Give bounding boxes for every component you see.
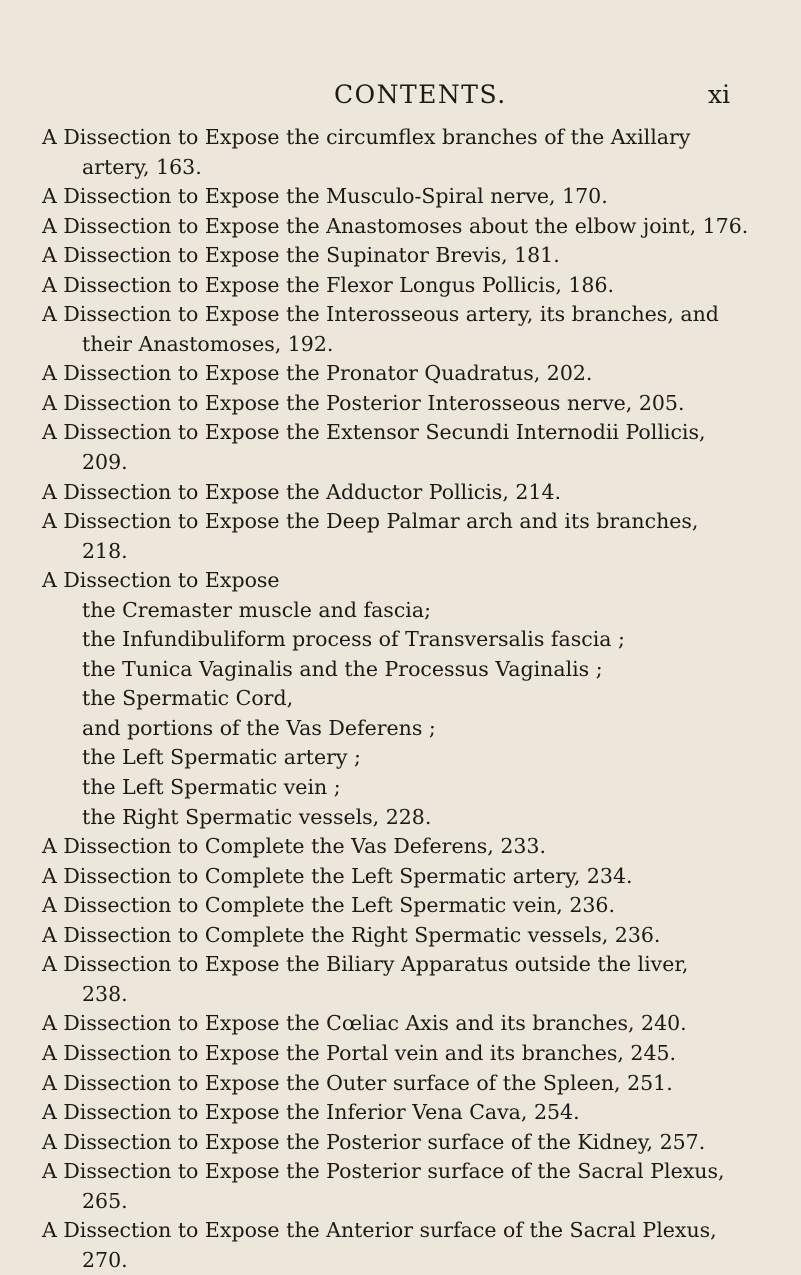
contents-entry [42,566,772,832]
entry-continuation-line: the Right Spermatic vessels, 228. [82,804,432,829]
entry-title-line: A Dissection to Expose the Anastomoses about the elbow joint, 176. [42,213,749,238]
entry-continuation-line: and portions of the Vas Deferens ; [82,715,436,740]
contents-entry [42,1098,772,1128]
entry-title-line: A Dissection to Expose the Inferior Vena Cava, 254. [42,1100,580,1125]
entry-title-line: A Dissection to Expose the Outer surface of the Spleen, 251. [42,1070,673,1095]
entry-title-line: A Dissection to Expose the circumflex branches of the Axillary [42,125,691,149]
entry-title-line: A Dissection to Expose the Interosseous artery, its branches, and [42,302,719,327]
entry-title-line: A Dissection to Expose the Extensor Secundi Internodii Pollicis, [42,420,706,445]
entry-continuation-line: the Infundibuliform process of Transversalis fascia ; [82,627,625,652]
contents-entry [42,832,772,862]
entry-title-line: A Dissection to Expose the Pronator Quadratus, 202. [42,361,593,386]
entry-title-line: A Dissection to Expose the Posterior surface of the Kidney, 257. [42,1129,706,1154]
entry-title-line: A Dissection to Expose the Posterior surface of the Sacral Plexus, [42,1159,725,1184]
entry-title-line: A Dissection to Expose the Anterior surface of the Sacral Plexus, [42,1218,717,1243]
entry-title-line: A Dissection to Expose the Adductor Pollicis, 214. [42,479,562,504]
contents-entry [42,212,772,242]
contents-entry [42,478,772,508]
contents-entry [42,1128,772,1158]
contents-entry [42,1069,772,1099]
entry-continuation-line: the Tunica Vaginalis and the Processus Vaginalis ; [82,656,603,681]
entry-title-line: A Dissection to Expose the Musculo-Spiral nerve, 170. [42,184,608,209]
entry-title-line: A Dissection to Complete the Left Spermatic vein, 236. [42,893,615,918]
contents-entry [42,891,772,921]
entry-continuation-line: 209. [82,450,128,475]
entry-title-line: A Dissection to Expose the Flexor Longus Pollicis, 186. [42,272,615,297]
entry-continuation-line: their Anastomoses, 192. [82,331,334,356]
entry-title-line: A Dissection to Expose the Portal vein and its branches, 245. [42,1040,677,1065]
entry-title-line: A Dissection to Complete the Left Spermatic artery, 234. [42,863,633,888]
entry-title-line: A Dissection to Expose the Biliary Apparatus outside the liver, [42,952,689,977]
contents-entry [42,271,772,301]
entry-continuation-line: the Spermatic Cord, [82,686,294,711]
entry-continuation-line: 265. [82,1188,128,1213]
contents-entry [42,418,772,477]
entry-title-line: A Dissection to Complete the Right Spermatic vessels, 236. [42,922,661,947]
contents-entry [42,300,772,359]
contents-entry [42,1009,772,1039]
contents-entry [42,359,772,389]
entry-continuation-line: 270. [82,1247,128,1272]
contents-entry [42,1216,772,1275]
contents-entry [42,389,772,419]
contents-entry [42,507,772,566]
entry-continuation-line: artery, 163. [82,154,202,179]
page-header [0,80,801,116]
contents-entry [42,1039,772,1069]
entry-title-line: A Dissection to Expose the Deep Palmar arch and its branches, [42,509,699,534]
entry-title-line: A Dissection to Expose the Posterior Interosseous nerve, 205. [42,390,685,415]
running-title: CONTENTS. [334,80,507,109]
contents-entry [42,1157,772,1216]
entry-title-line: A Dissection to Expose the Supinator Brevis, 181. [42,243,560,268]
contents-entry [42,123,772,182]
entry-title-line: A Dissection to Expose the Cœliac Axis and its branches, 240. [42,1011,687,1036]
contents-entry [42,862,772,892]
entry-continuation-line: 218. [82,538,128,563]
entry-title-line: A Dissection to Expose [42,568,280,593]
entry-continuation-line: 238. [82,981,128,1006]
page-number: xi [708,80,731,109]
contents-entry [42,921,772,951]
contents-entry [42,950,772,1009]
entry-continuation-line: the Left Spermatic artery ; [82,745,361,770]
contents-list [42,123,772,1275]
contents-entry [42,241,772,271]
entry-continuation-line: the Left Spermatic vein ; [82,775,341,800]
entry-continuation-line: the Cremaster muscle and fascia; [82,597,431,622]
entry-title-line: A Dissection to Complete the Vas Deferens, 233. [42,834,546,859]
contents-entry [42,182,772,212]
